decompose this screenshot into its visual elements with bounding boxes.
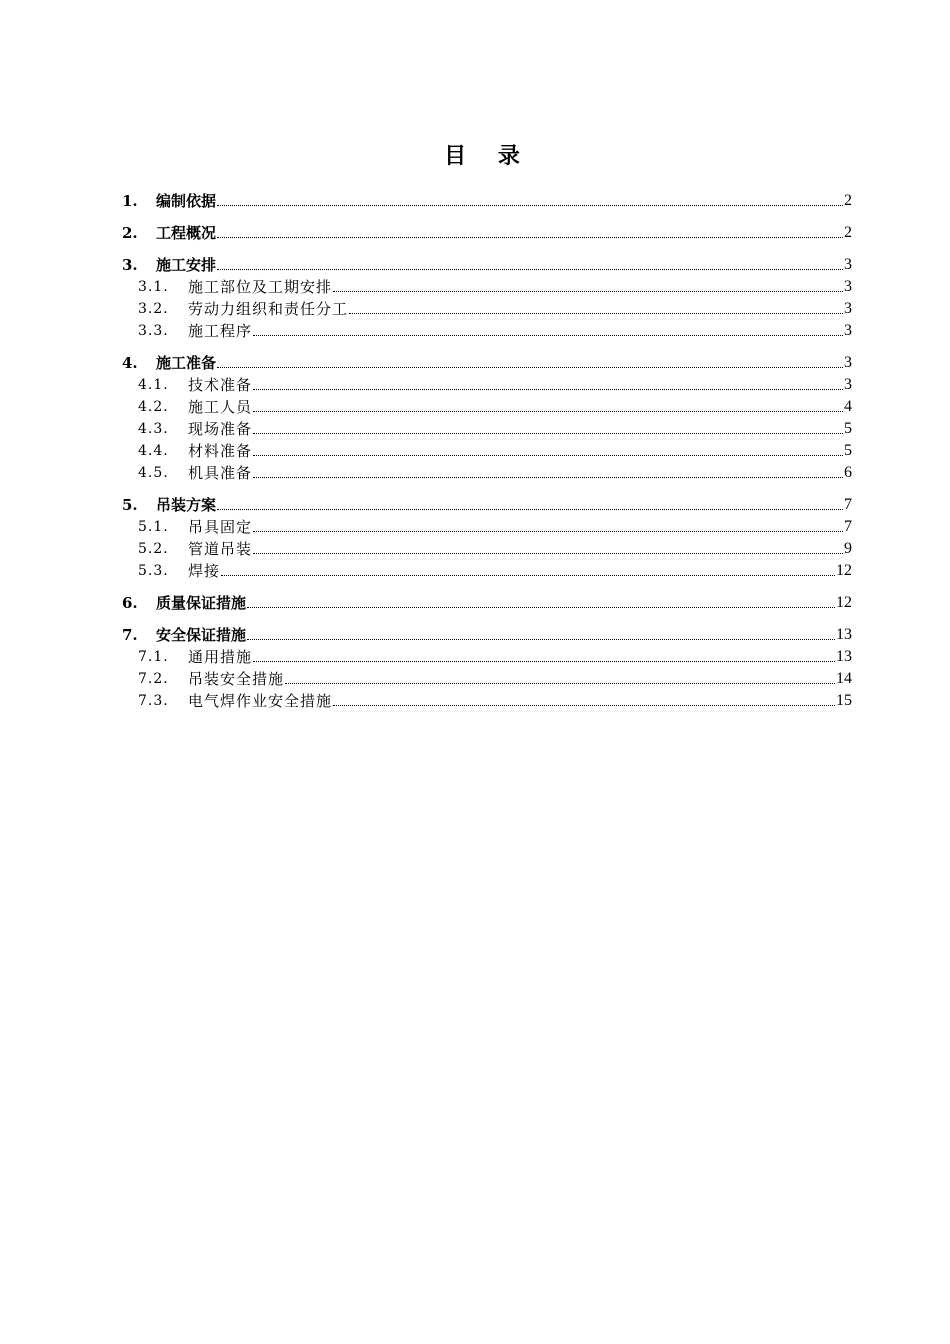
toc-entry-subsection[interactable] bbox=[122, 559, 852, 581]
toc-entry-label: 吊装安全措施 bbox=[188, 670, 285, 688]
toc-entry-page-number: 6 bbox=[844, 464, 852, 481]
toc-entry-subsection[interactable] bbox=[122, 417, 852, 439]
dot-leader bbox=[253, 411, 843, 412]
toc-entry-page-number: 15 bbox=[836, 692, 852, 709]
toc-entry-label: 技术准备 bbox=[188, 376, 253, 394]
table-of-contents bbox=[122, 183, 852, 711]
dot-leader bbox=[253, 433, 843, 434]
toc-entry-number: 3. bbox=[122, 256, 138, 274]
toc-entry-label: 吊具固定 bbox=[188, 518, 253, 536]
dot-leader bbox=[333, 705, 835, 706]
toc-entry-number: 4.5. bbox=[138, 465, 169, 481]
toc-entry-subsection[interactable] bbox=[122, 537, 852, 559]
toc-entry-page-number: 2 bbox=[844, 224, 852, 241]
toc-entry-number: 4.3. bbox=[138, 421, 169, 437]
toc-entry-page-number: 2 bbox=[844, 192, 852, 209]
toc-entry-subsection[interactable] bbox=[122, 645, 852, 667]
toc-entry-subsection[interactable] bbox=[122, 275, 852, 297]
toc-entry-section[interactable] bbox=[122, 351, 852, 373]
toc-entry-label: 工程概况 bbox=[156, 224, 217, 242]
toc-entry-label: 安全保证措施 bbox=[156, 626, 247, 644]
toc-entry-number: 2. bbox=[122, 224, 138, 242]
toc-entry-subsection[interactable] bbox=[122, 667, 852, 689]
toc-entry-label: 机具准备 bbox=[188, 464, 253, 482]
toc-entry-subsection[interactable] bbox=[122, 319, 852, 341]
toc-entry-page-number: 13 bbox=[836, 626, 852, 643]
toc-entry-number: 3.3. bbox=[138, 323, 169, 339]
toc-entry-label: 施工程序 bbox=[188, 322, 253, 340]
toc-entry-number: 7. bbox=[122, 626, 138, 644]
toc-entry-number: 7.1. bbox=[138, 649, 169, 665]
toc-entry-page-number: 14 bbox=[836, 670, 852, 687]
toc-entry-number: 4.1. bbox=[138, 377, 169, 393]
toc-entry-page-number: 7 bbox=[844, 496, 852, 513]
toc-entry-label: 材料准备 bbox=[188, 442, 253, 460]
toc-entry-label: 劳动力组织和责任分工 bbox=[188, 300, 349, 318]
toc-entry-label: 管道吊装 bbox=[188, 540, 253, 558]
toc-entry-label: 施工部位及工期安排 bbox=[188, 278, 333, 296]
toc-entry-page-number: 3 bbox=[844, 322, 852, 339]
dot-leader bbox=[253, 335, 843, 336]
toc-entry-number: 4. bbox=[122, 354, 138, 372]
toc-entry-section[interactable] bbox=[122, 253, 852, 275]
dot-leader bbox=[253, 455, 843, 456]
toc-entry-page-number: 4 bbox=[844, 398, 852, 415]
dot-leader bbox=[247, 607, 835, 608]
dot-leader bbox=[253, 477, 843, 478]
toc-entry-label: 施工准备 bbox=[156, 354, 217, 372]
toc-entry-label: 编制依据 bbox=[156, 192, 217, 210]
toc-entry-label: 现场准备 bbox=[188, 420, 253, 438]
dot-leader bbox=[217, 367, 843, 368]
toc-entry-number: 5. bbox=[122, 496, 138, 514]
dot-leader bbox=[217, 237, 843, 238]
toc-entry-number: 7.3. bbox=[138, 693, 169, 709]
dot-leader bbox=[221, 575, 835, 576]
toc-entry-label: 施工安排 bbox=[156, 256, 217, 274]
toc-entry-label: 通用措施 bbox=[188, 648, 253, 666]
toc-entry-page-number: 3 bbox=[844, 300, 852, 317]
toc-entry-number: 3.1. bbox=[138, 279, 169, 295]
toc-entry-page-number: 9 bbox=[844, 540, 852, 557]
toc-entry-page-number: 5 bbox=[844, 420, 852, 437]
toc-entry-subsection[interactable] bbox=[122, 297, 852, 319]
toc-entry-subsection[interactable] bbox=[122, 439, 852, 461]
toc-entry-subsection[interactable] bbox=[122, 515, 852, 537]
toc-entry-page-number: 3 bbox=[844, 256, 852, 273]
dot-leader bbox=[253, 553, 843, 554]
toc-entry-section[interactable] bbox=[122, 189, 852, 211]
dot-leader bbox=[349, 313, 843, 314]
dot-leader bbox=[247, 639, 835, 640]
toc-entry-section[interactable] bbox=[122, 221, 852, 243]
toc-entry-page-number: 5 bbox=[844, 442, 852, 459]
toc-entry-subsection[interactable] bbox=[122, 373, 852, 395]
toc-entry-subsection[interactable] bbox=[122, 461, 852, 483]
dot-leader bbox=[217, 205, 843, 206]
toc-entry-number: 3.2. bbox=[138, 301, 169, 317]
dot-leader bbox=[253, 661, 835, 662]
toc-entry-label: 施工人员 bbox=[188, 398, 253, 416]
dot-leader bbox=[217, 269, 843, 270]
toc-entry-number: 5.1. bbox=[138, 519, 169, 535]
dot-leader bbox=[285, 683, 835, 684]
dot-leader bbox=[217, 509, 843, 510]
toc-entry-label: 吊装方案 bbox=[156, 496, 217, 514]
toc-entry-number: 1. bbox=[122, 192, 138, 210]
toc-entry-page-number: 12 bbox=[836, 594, 852, 611]
toc-title: 目 录 bbox=[444, 143, 532, 169]
toc-entry-page-number: 7 bbox=[844, 518, 852, 535]
toc-entry-subsection[interactable] bbox=[122, 395, 852, 417]
toc-entry-subsection[interactable] bbox=[122, 689, 852, 711]
toc-entry-number: 7.2. bbox=[138, 671, 169, 687]
toc-entry-section[interactable] bbox=[122, 591, 852, 613]
toc-entry-section[interactable] bbox=[122, 493, 852, 515]
dot-leader bbox=[253, 531, 843, 532]
toc-entry-page-number: 3 bbox=[844, 354, 852, 371]
dot-leader bbox=[333, 291, 843, 292]
toc-entry-label: 质量保证措施 bbox=[156, 594, 247, 612]
toc-entry-page-number: 13 bbox=[836, 648, 852, 665]
toc-entry-page-number: 3 bbox=[844, 376, 852, 393]
toc-entry-section[interactable] bbox=[122, 623, 852, 645]
toc-entry-label: 焊接 bbox=[188, 562, 221, 580]
toc-entry-page-number: 3 bbox=[844, 278, 852, 295]
toc-entry-number: 4.4. bbox=[138, 443, 169, 459]
dot-leader bbox=[253, 389, 843, 390]
toc-entry-number: 6. bbox=[122, 594, 138, 612]
toc-entry-number: 4.2. bbox=[138, 399, 169, 415]
toc-entry-number: 5.2. bbox=[138, 541, 169, 557]
toc-entry-number: 5.3. bbox=[138, 563, 169, 579]
toc-entry-label: 电气焊作业安全措施 bbox=[188, 692, 333, 710]
toc-entry-page-number: 12 bbox=[836, 562, 852, 579]
